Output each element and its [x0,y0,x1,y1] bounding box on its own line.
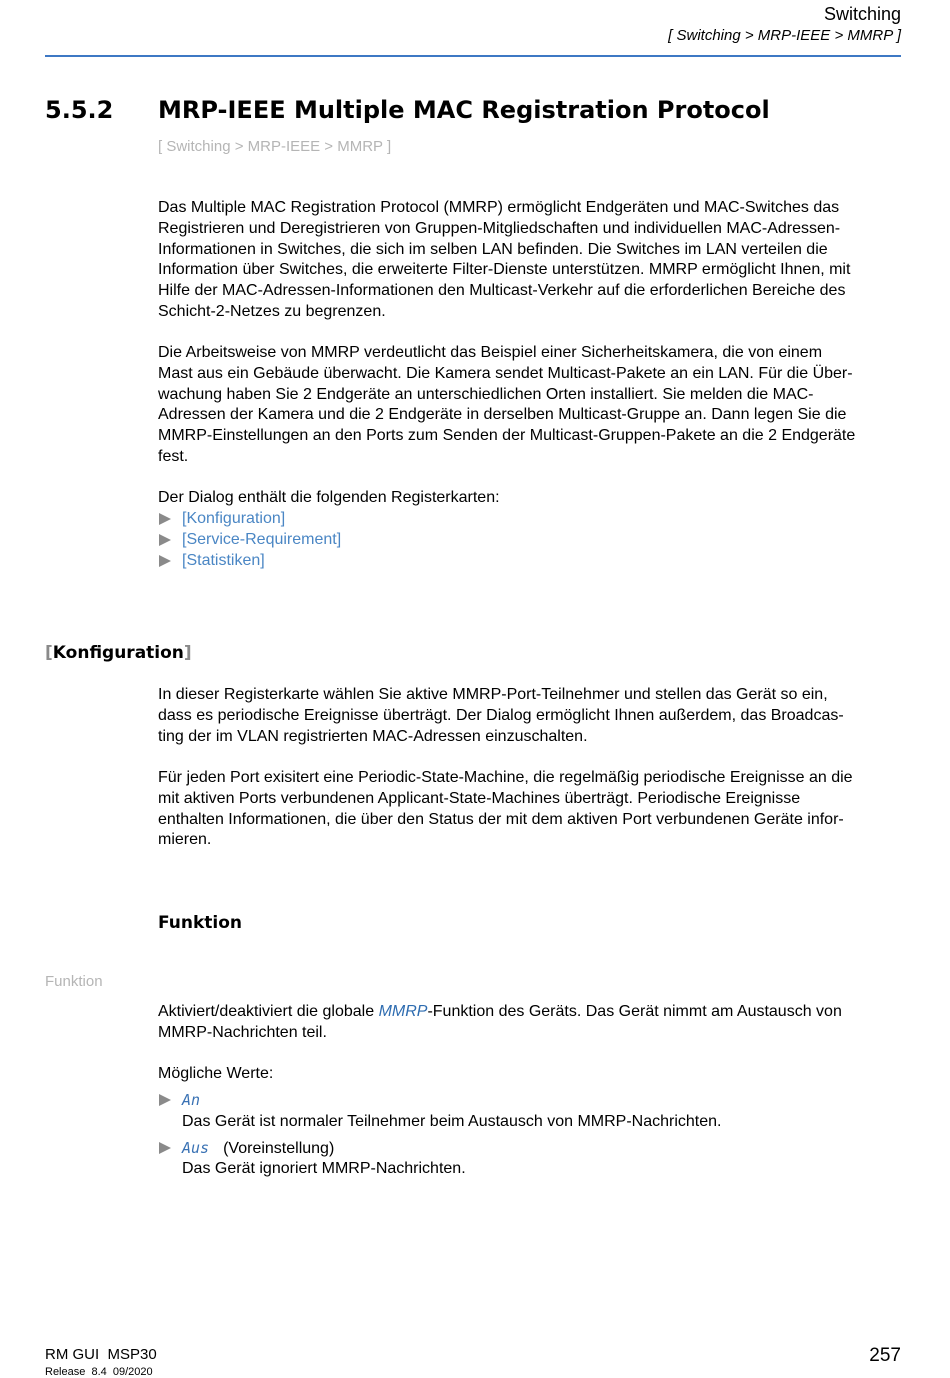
running-header-path: [ Switching > MRP-IEEE > MMRP ] [668,27,901,44]
intro-paragraph-1 [158,198,904,323]
bracket-close: ] [183,643,192,663]
triangle-bullet-icon [159,534,171,546]
section-menu-path: [ Switching > MRP-IEEE > MMRP ] [158,138,392,155]
text-line: mieren. [158,831,212,849]
tab-link-list [158,509,341,571]
value-description: Das Gerät ist normaler Teilnehmer beim Austausch von MMRP-Nachrichten. [182,1112,722,1130]
funktion-margin-label: Funktion [45,973,103,990]
text-line: enthalten Informationen, die über den Status der mit dem aktiven Port verbundenen Geräte infor- [158,810,844,828]
bracket-open: [ [45,643,53,663]
value-name-line [182,1138,721,1160]
possible-values-list [158,1090,721,1180]
section-number: 5.5.2 [45,96,114,124]
text-line [158,1002,904,1023]
funktion-description [158,1002,904,1044]
tab-link-konfiguration[interactable]: [Konfiguration] [182,510,286,527]
running-header-title: Switching [823,4,901,24]
text-line: MMRP-Einstellungen an den Ports zum Senden der Multicast-Gruppen-Pakete an die 2 Endgeräte [158,427,856,445]
konfiguration-heading [45,643,192,663]
list-item [158,1138,721,1181]
text-line: Das Multiple MAC Registration Protocol (MMRP) ermöglicht Endgeräten und MAC-Switches das [158,199,840,216]
konfiguration-paragraph-1 [158,685,904,747]
text-line: Adressen der Kamera und die 2 Endgeräte in derselben Multicast-Gruppe an. Dann legen Sie die [158,406,847,424]
text-fragment: Aktiviert/deaktiviert die globale [158,1003,379,1020]
intro-paragraph-2 [158,343,904,468]
funktion-heading: Funktion [158,913,243,933]
triangle-bullet-icon [159,555,171,567]
text-line: Registrieren und Deregistrieren von Gruppen-Mitgliedschaften und individuellen MAC-Adressen- [158,219,841,237]
text-line: fest. [158,447,189,465]
list-item [158,1090,721,1133]
list-item [158,530,341,551]
text-line: ting der im VLAN registrierten MAC-Adressen einzuschalten. [158,727,588,745]
text-line: In dieser Registerkarte wählen Sie aktive MMRP-Port-Teilnehmer und stellen das Gerät so ein, [158,686,828,703]
intro-paragraph-3 [158,488,904,509]
mmrp-link[interactable]: MMRP [378,1003,428,1020]
list-item [158,551,341,572]
text-line: mit aktiven Ports verbundenen Applicant-State-Machines überträgt. Periodische Ereignisse [158,789,801,807]
text-line: Informationen in Switches, die sich im selben LAN befinden. Die Switches im LAN verteilen die [158,240,828,258]
text-line: Information über Switches, die erweiterte Filter-Dienste unterstützen. MMRP ermöglicht Ihnen, mit [158,261,851,279]
konfiguration-heading-text: Konfiguration [52,643,184,663]
text-line: Für jeden Port exisitert eine Periodic-State-Machine, die regelmäßig periodische Ereignisse an die [158,769,853,786]
list-item [158,509,341,530]
triangle-bullet-icon [159,1142,171,1154]
text-line: dass es periodische Ereignisse überträgt. Der Dialog ermöglicht Ihnen außerdem, das Broadcas- [158,706,844,724]
possible-values-label [158,1064,904,1085]
value-name: Aus [182,1138,210,1157]
tab-link-statistiken[interactable]: [Statistiken] [182,551,265,569]
text-line: Mögliche Werte: [158,1065,274,1082]
value-description: Das Gerät ignoriert MMRP-Nachrichten. [182,1160,466,1178]
value-default-note: (Voreinstellung) [223,1139,335,1157]
text-line: MMRP-Nachrichten teil. [158,1023,327,1041]
value-name: An [182,1091,201,1109]
triangle-bullet-icon [159,513,171,525]
konfiguration-paragraph-2 [158,768,904,851]
value-name-line [182,1090,721,1112]
section-title: MRP-IEEE Multiple MAC Registration Protocol [158,96,770,124]
footer-release: Release 8.4 09/2020 [45,1366,153,1378]
header-rule [45,55,901,57]
text-line: Hilfe der MAC-Adressen-Informationen den Multicast-Verkehr auf die erforderlichen Bereiche des [158,282,846,300]
text-line: Mast aus ein Gebäude überwacht. Die Kamera sendet Multicast-Pakete an ein LAN. Für die Über- [158,364,853,382]
text-line: wachung haben Sie 2 Endgeräte an unterschiedlichen Orten installiert. Sie melden die MAC- [158,385,814,403]
text-fragment: -Funktion des Geräts. Das Gerät nimmt am Austausch von [427,1003,842,1020]
footer-document-name: RM GUI MSP30 [45,1346,157,1363]
text-line: Der Dialog enthält die folgenden Registerkarten: [158,489,500,506]
tab-link-service-requirement[interactable]: [Service-Requirement] [182,530,342,548]
triangle-bullet-icon [159,1094,171,1106]
page-number: 257 [869,1345,901,1366]
text-line: Die Arbeitsweise von MMRP verdeutlicht das Beispiel einer Sicherheitskamera, die von einem [158,344,823,361]
text-line: Schicht-2-Netzes zu begrenzen. [158,302,386,320]
